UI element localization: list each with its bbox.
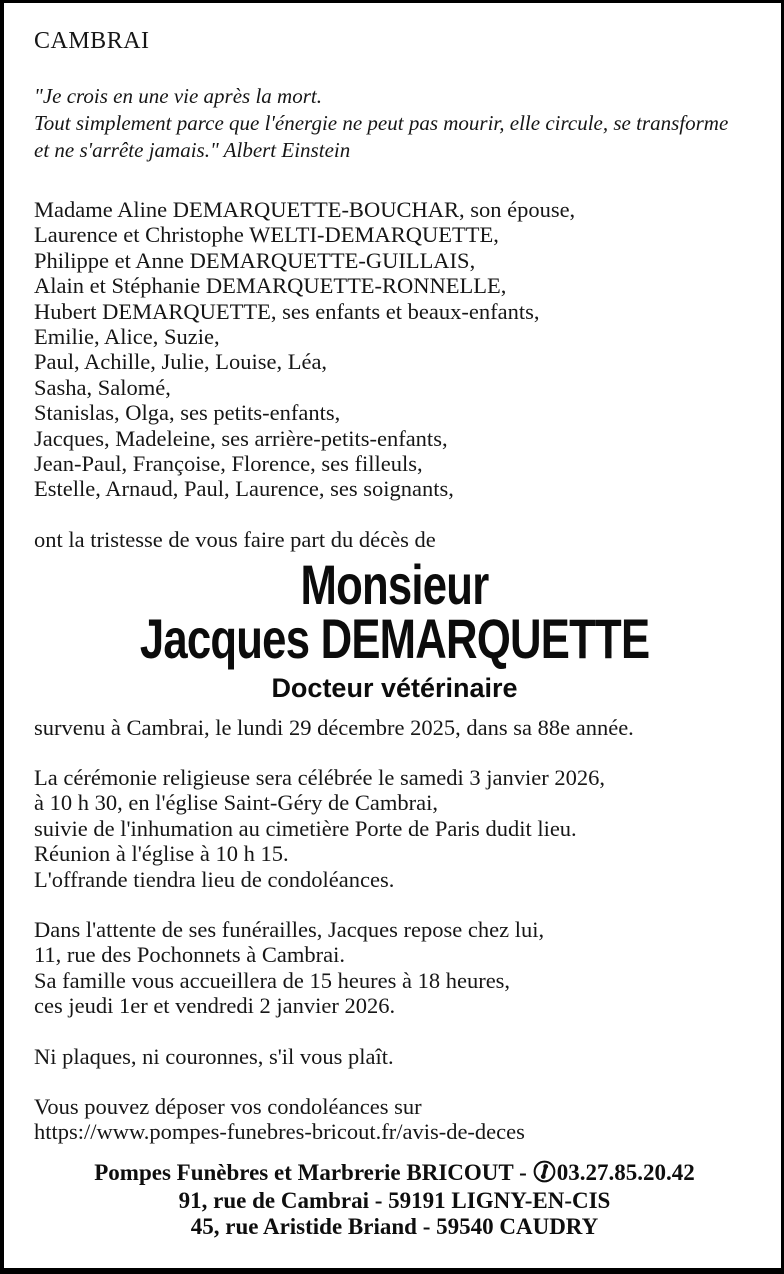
ceremony-paragraph [34,765,755,892]
funeral-home-phone: 03.27.85.20.42 [556,1159,695,1185]
ceremony-line: suivie de l'inhumation au cimetière Porte de Paris dudit lieu. [34,815,577,841]
family-line: Laurence et Christophe WELTI-DEMARQUETTE, [34,222,499,248]
family-line: Paul, Achille, Julie, Louise, Léa, [34,349,328,375]
family-line: Estelle, Arnaud, Paul, Laurence, ses soignants, [34,476,454,502]
condolences-paragraph [34,1094,755,1145]
repose-line: Sa famille vous accueillera de 15 heures à 18 heures, [34,967,511,993]
family-line: Jean-Paul, Françoise, Florence, ses filleuls, [34,451,423,477]
family-list [34,197,755,502]
deceased-name [34,606,755,670]
repose-paragraph [34,917,755,1019]
death-details-line: survenu à Cambrai, le lundi 29 décembre 2025, dans sa 88e année. [34,714,634,740]
phone-icon [533,1160,556,1189]
family-line: Jacques, Madeleine, ses arrière-petits-enfants, [34,425,448,451]
repose-line: 11, rue des Pochonnets à Cambrai. [34,942,345,968]
funeral-home-name: Pompes Funèbres et Marbrerie BRICOUT - [94,1159,527,1185]
request-line: Ni plaques, ni couronnes, s'il vous plaît. [34,1043,394,1069]
deceased-name-text: Jacques DEMARQUETTE [139,606,650,670]
ceremony-line: La cérémonie religieuse sera célébrée le samedi 3 janvier 2026, [34,764,605,790]
quote-line: "Je crois en une vie après la mort. [34,84,322,108]
deceased-profession: Docteur vétérinaire [271,672,518,703]
ceremony-line: à 10 h 30, en l'église Saint-Géry de Cambrai, [34,790,438,816]
repose-line: Dans l'attente de ses funérailles, Jacques repose chez lui, [34,916,545,942]
announcement-line: ont la tristesse de vous faire part du décès de [34,526,436,552]
deceased-title [34,552,755,616]
funeral-home-line [34,1160,755,1189]
ceremony-line: Réunion à l'église à 10 h 15. [34,841,289,867]
deceased-heading [34,552,755,703]
condolences-link-line [34,1119,755,1144]
funeral-home-footer [34,1160,755,1240]
quote-line: Tout simplement parce que l'énergie ne peut pas mourir, elle circule, se transforme [34,111,729,135]
family-line: Madame Aline DEMARQUETTE-BOUCHAR, son épouse, [34,197,576,222]
family-line: Alain et Stéphanie DEMARQUETTE-RONNELLE, [34,273,507,299]
family-line: Stanislas, Olga, ses petits-enfants, [34,400,341,426]
family-line: Sasha, Salomé, [34,374,171,400]
ceremony-line: L'offrande tiendra lieu de condoléances. [34,866,395,892]
funeral-home-address: 45, rue Aristide Briand - 59540 CAUDRY [190,1213,599,1239]
condolences-link[interactable]: https://www.pompes-funebres-bricout.fr/avis-de-deces [34,1119,525,1145]
repose-line: ces jeudi 1er et vendredi 2 janvier 2026. [34,993,396,1019]
epigraph-quote [34,83,755,164]
family-line: Philippe et Anne DEMARQUETTE-GUILLAIS, [34,247,476,273]
family-line: Emilie, Alice, Suzie, [34,324,220,350]
condolences-text: Vous pouvez déposer vos condoléances sur [34,1093,422,1119]
family-line: Hubert DEMARQUETTE, ses enfants et beaux-enfants, [34,298,540,324]
quote-line-with-attribution: et ne s'arrête jamais." Albert Einstein [34,138,351,162]
funeral-home-address: 91, rue de Cambrai - 59191 LIGNY-EN-CIS [178,1188,611,1214]
city-header: CAMBRAI [34,28,150,54]
deceased-title-text: Monsieur [300,552,489,616]
